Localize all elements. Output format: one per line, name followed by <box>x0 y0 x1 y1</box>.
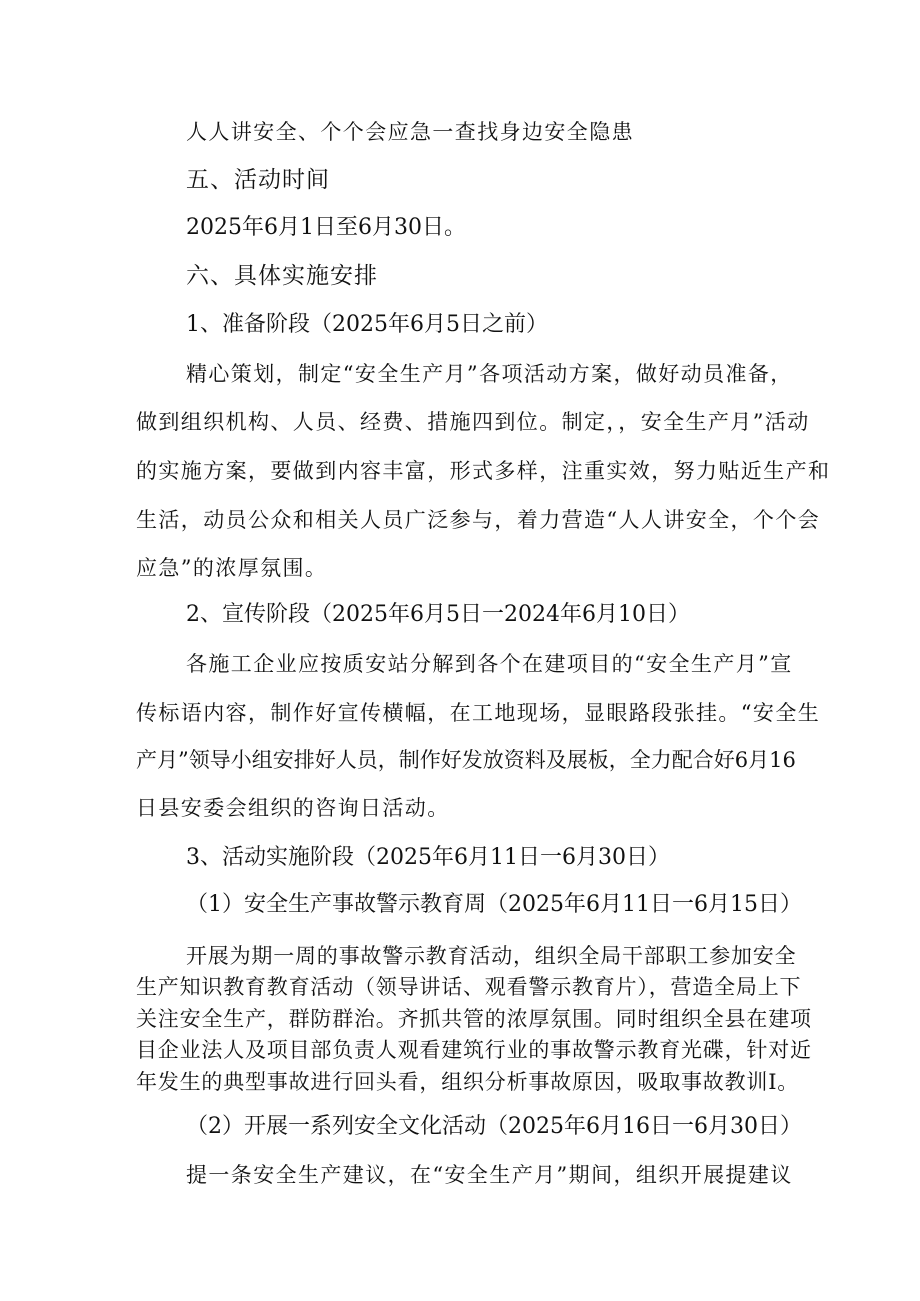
paragraph-line: 生活，动员公众和相关人员广泛参与，着力营造“人人讲安全，个个会 <box>136 508 821 532</box>
paragraph-line: 精心策划，制定“安全生产月”各项活动方案，做好动员准备， <box>186 362 793 386</box>
subheading-warning-education-week: （1）安全生产事故警示教育周（2025年6月11日一6月15日） <box>186 892 802 917</box>
paragraph-line: 应急”的浓厚氛围。 <box>136 556 328 580</box>
paragraph-line: 各施工企业应按质安站分解到各个在建项目的“安全生产月”宣 <box>186 652 793 676</box>
paragraph-line: 传标语内容，制作好宣传横幅，在工地现场，显眼路段张挂。“安全生 <box>136 701 821 725</box>
paragraph-line: 提一条安全生产建议，在“安全生产月”期间，组织开展提建议 <box>186 1163 793 1187</box>
subheading-safety-culture-activities: （2）开展一系列安全文化活动（2025年6月16日一6月30日） <box>186 1114 802 1139</box>
paragraph-line: 的实施方案，要做到内容丰富，形式多样，注重实效，努力贴近生产和 <box>136 459 831 483</box>
subheading-implementation-stage: 3、活动实施阶段（2025年6月11日一6月30日） <box>186 845 670 870</box>
paragraph-line: 产月”领导小组安排好人员，制作好发放资料及展板，全力配合好6月16 <box>136 748 796 772</box>
text-line-slogan: 人人讲安全、个个会应急一查找身边安全隐患 <box>186 120 634 144</box>
paragraph-line: 年发生的典型事故进行回头看，组织分析事故原因，吸取事故教训I。 <box>136 1070 800 1094</box>
text-line-date-range: 2025年6月1日至6月30日。 <box>186 215 466 240</box>
subheading-preparation-stage: 1、准备阶段（2025年6月5日之前） <box>186 312 548 337</box>
paragraph-line: 开展为期一周的事故警示教育活动，组织全局干部职工参加安全 <box>186 944 797 968</box>
paragraph-line: 关注安全生产，群防群治。齐抓共管的浓厚氛围。同时组织全县在建项 <box>136 1007 812 1031</box>
paragraph-line: 日县安委会组织的咨询日活动。 <box>136 796 450 820</box>
subheading-publicity-stage: 2、宣传阶段（2025年6月5日一2024年6月10日） <box>186 602 690 627</box>
paragraph-line: 做到组织机构、人员、经费、措施四到位。制定，，安全生产月”活动 <box>136 410 810 434</box>
section-heading-implementation: 六、具体实施安排 <box>186 263 378 289</box>
paragraph-line: 目企业法人及项目部负责人观看建筑行业的事故警示教育光碟，针对近 <box>136 1038 812 1062</box>
paragraph-line: 生产知识教育教育活动（领导讲话、观看警示教育片），营造全局上下 <box>136 975 802 999</box>
section-heading-activity-time: 五、活动时间 <box>186 167 330 193</box>
